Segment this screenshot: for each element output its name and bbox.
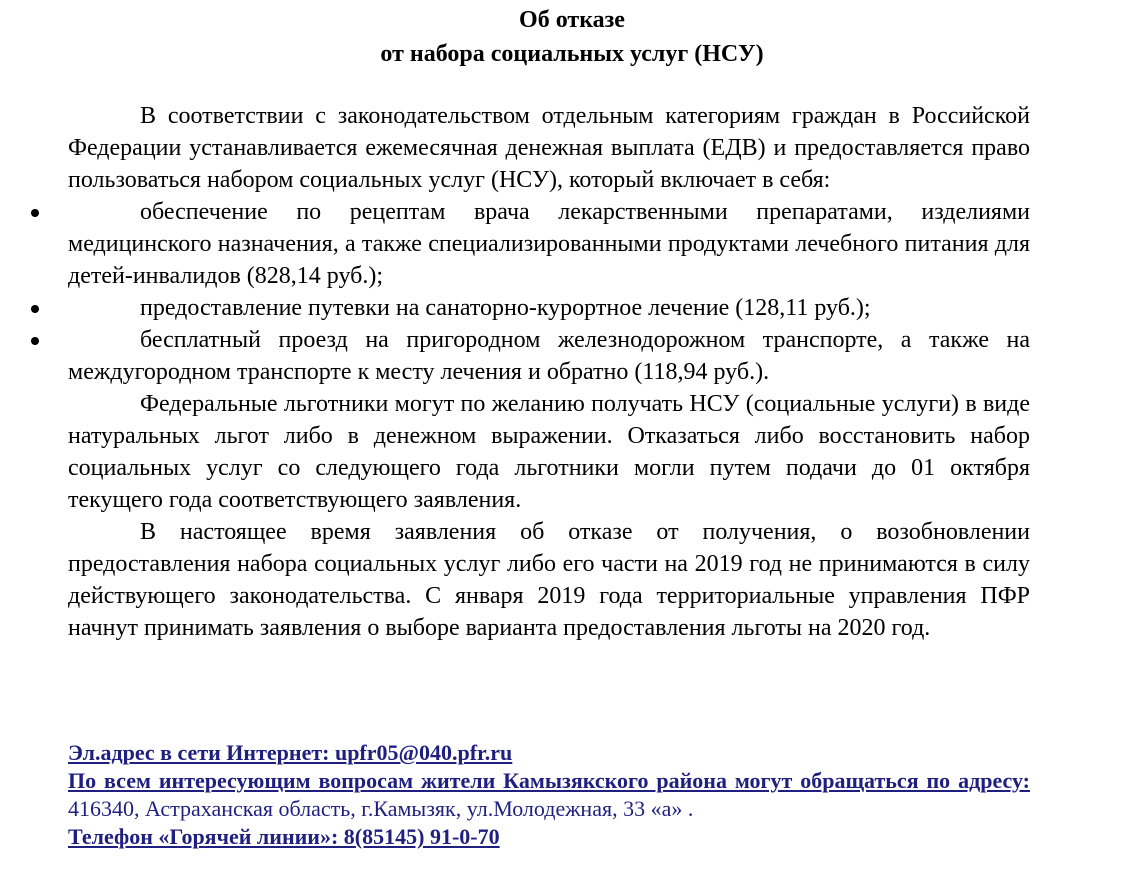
benefit-item-sanatorium (68, 292, 1030, 324)
benefit-item-text: обеспечение по рецептам врача лекарственными препаратами, изделиями медицинского назначения, а также специализированными продуктами лечебного питания для детей-инвалидов (828,14 руб.); (68, 199, 1030, 289)
benefit-item-text: предоставление путевки на санаторно-курортное лечение (128,11 руб.); (140, 295, 871, 321)
bullet-dot-icon (31, 305, 39, 313)
email-link[interactable]: Эл.адрес в сети Интернет: upfr05@040.pfr.ru (68, 740, 513, 765)
bullet-dot-icon (31, 337, 39, 345)
current-status-paragraph: В настоящее время заявления об отказе от получения, о возобновлении предоставления набора социальных услуг либо его части на 2019 год не принимаются в силу действующего законодательства. С января 2019 года территориальные управления ПФР начнут принимать заявления о выборе варианта предоставления льготы на 2020 год. (68, 519, 1030, 641)
options-paragraph: Федеральные льготники могут по желанию получать НСУ (социальные услуги) в виде натуральных льгот либо в денежном выражении. Отказаться либо восстановить набор социальных услуг со следующего года льготники могли путем подачи до 01 октября текущего года соответствующего заявления. (68, 391, 1030, 513)
benefits-list (68, 196, 1030, 388)
document-body (68, 100, 1030, 644)
hotline-phone[interactable]: Телефон «Горячей линии»: 8(85145) 91-0-70 (68, 824, 500, 849)
benefit-item-medicines (68, 196, 1030, 292)
address-value: 416340, Астраханская область, г.Камызяк, ул.Молодежная, 33 «а» . (68, 796, 694, 821)
address-line (68, 767, 1030, 823)
intro-paragraph: В соответствии с законодательством отдельным категориям граждан в Российской Федерации устанавливается ежемесячная денежная выплата (ЕДВ) и предоставляется право пользоваться набором социальных услуг (НСУ), который включает в себя: (68, 103, 1030, 193)
document-title-line-2: от набора социальных услуг (НСУ) (380, 41, 764, 67)
benefit-item-text: бесплатный проезд на пригородном железнодорожном транспорте, а также на междугородном транспорте к месту лечения и обратно (118,94 руб.). (68, 327, 1030, 385)
document-title-line-1: Об отказе (519, 7, 625, 33)
bullet-dot-icon (31, 209, 39, 217)
contact-footer (68, 739, 1030, 851)
email-line[interactable] (68, 739, 1030, 767)
hotline-line[interactable] (68, 823, 1030, 851)
address-label: По всем интересующим вопросам жители Камызякского района могут обращаться по адресу: (68, 768, 1030, 793)
benefit-item-travel (68, 324, 1030, 388)
